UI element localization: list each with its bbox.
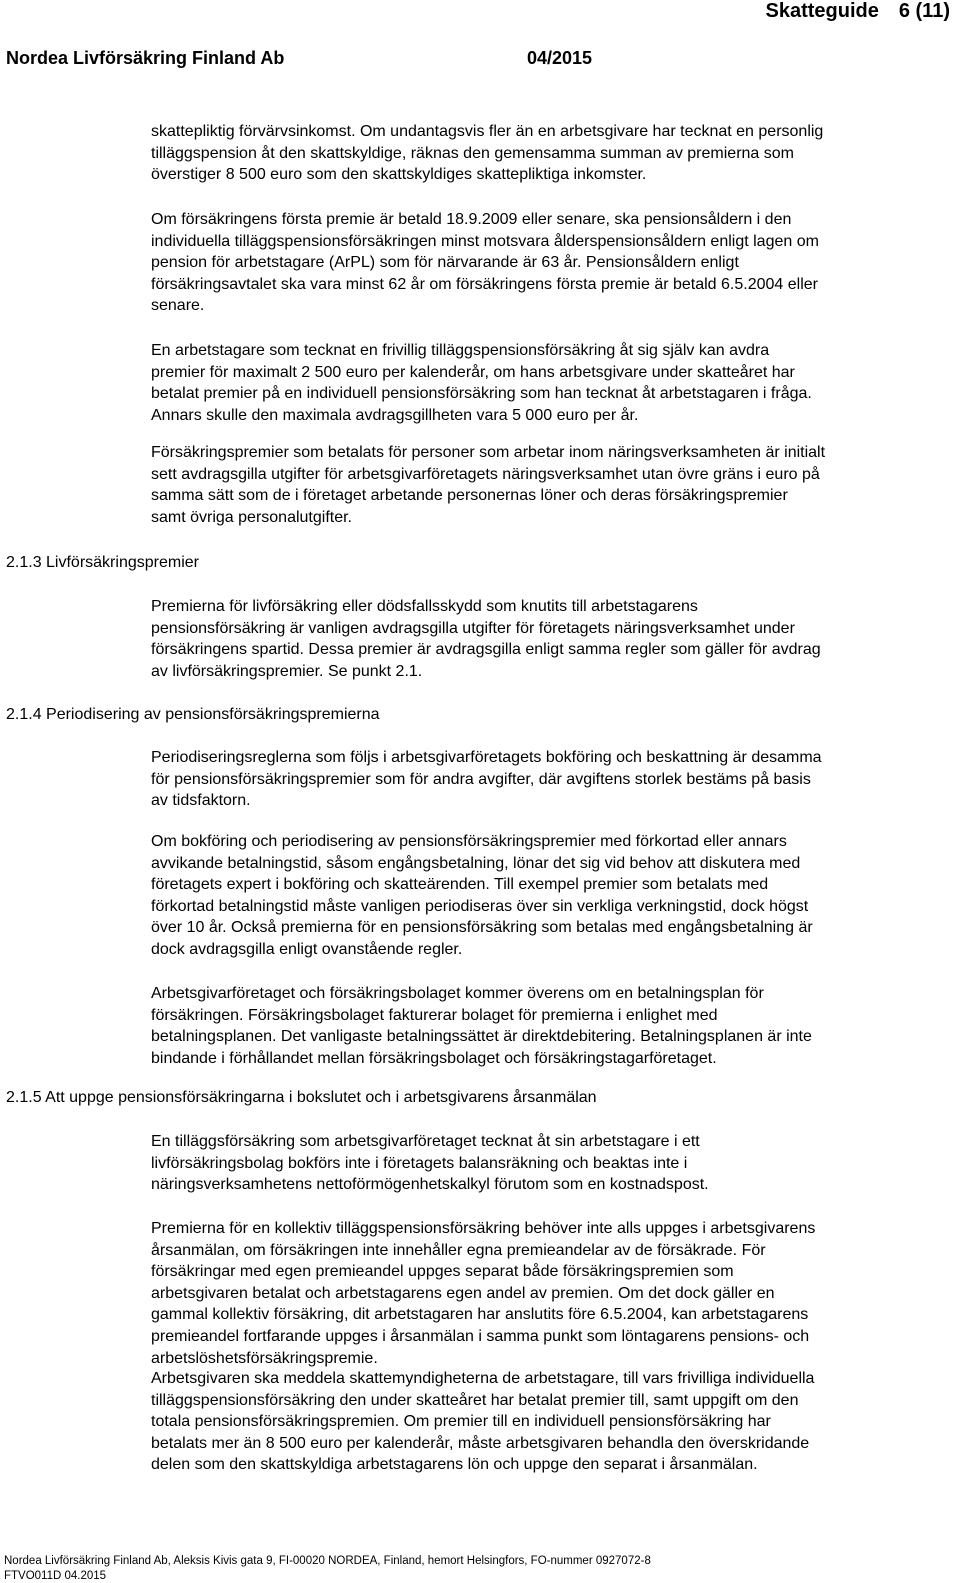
header-date: 04/2015 bbox=[527, 48, 593, 68]
paragraph-pension-age: Om försäkringens första premie är betald 18.9.2009 eller senare, ska pensionsåldern i den individuella tilläggspensionsförsäkringen minst motsvara ålderspensionsåldern enligt lagen om pension för arbetstagare (ArPL) som för närvarande är 63 år. Pensionsåldern enligt försäkringsavtalet ska vara minst 62 år om försäkringens första premie är betald 6.5.2004 eller senare. bbox=[151, 211, 819, 315]
paragraph-payment-plan: Arbetsgivarföretaget och försäkringsbolaget kommer överens om en betalningsplan för försäkringen. Försäkringsbolaget fakturerar bolaget för premierna i enlighet med betalningsplanen. Det vanligaste betalningssättet är direktdebitering. Betalningsplanen är inte bindande i förhållandet mellan försäkringsbolaget och försäkringstagarföretaget. bbox=[151, 985, 812, 1067]
page-number: 6 (11) bbox=[898, 0, 950, 22]
footer-code: FTVO011D 04.2015 bbox=[4, 1570, 107, 1582]
paragraph-bookkeeping: Om bokföring och periodisering av pensionsförsäkringspremier med förkortad eller annars avvikande betalningstid, såsom engångsbetalning, lönar det sig vid behov att diskutera med företagets expert i bokföring och skatteärenden. Till exempel premier som betalats med förkortad betalningstid måste vanligen periodiseras över sin verkliga verkningstid, dock högst över 10 år. Också premierna för en pensionsförsäkring som betalas med engångsbetalning är dock avdragsgilla enligt ovanstående regler. bbox=[151, 833, 813, 958]
heading-2-1-4: 2.1.4 Periodisering av pensionsförsäkringspremierna bbox=[6, 706, 380, 723]
heading-2-1-3: 2.1.3 Livförsäkringspremier bbox=[6, 554, 199, 571]
paragraph-business-premiums: Försäkringspremier som betalats för personer som arbetar inom näringsverksamheten är initialt sett avdragsgilla utgifter för arbetsgivarföretagets näringsverksamhet utan övre gräns i euro på samma sätt som de i företaget arbetande personernas löner och deras försäkringspremier samt övriga personalutgifter. bbox=[151, 444, 826, 526]
document-title: Skatteguide bbox=[765, 0, 879, 22]
paragraph-employee-deduction: En arbetstagare som tecknat en frivillig tilläggspensionsförsäkring åt sig själv kan avdra premier för maximalt 2 500 euro per kalenderår, om hans arbetsgivare under skatteåret har betalat premier på en individuell pensionsförsäkring som han tecknat åt arbetstagaren i fråga. Annars skulle den maximala avdragsgillheten vara 5 000 euro per år. bbox=[151, 342, 812, 424]
paragraph-taxable-income: skattepliktig förvärvsinkomst. Om undantagsvis fler än en arbetsgivare har tecknat en personlig tilläggspension åt den skattskyldige, räknas den gemensamma summan av premierna som överstiger 8 500 euro som den skattskyldiges skattepliktiga inkomster. bbox=[151, 123, 824, 184]
heading-2-1-5: 2.1.5 Att uppge pensionsförsäkringarna i bokslutet och i arbetsgivarens årsanmälan bbox=[6, 1089, 597, 1106]
header-title-group bbox=[745, 0, 950, 23]
footer-address: Nordea Livförsäkring Finland Ab, Aleksis Kivis gata 9, FI-00020 NORDEA, Finland, hemort Helsingfors, FO-nummer 0927072-8 bbox=[4, 1555, 651, 1567]
paragraph-supplementary-insurance: En tilläggsförsäkring som arbetsgivarföretaget tecknat åt sin arbetstagare i ett livförsäkringsbolag bokförs inte i företagets balansräkning och beaktas inte i näringsverksamhetens nettoförmögenhetskalkyl förutom som en kostnadspost. bbox=[151, 1133, 709, 1194]
paragraph-employer-report: Arbetsgivaren ska meddela skattemyndigheterna de arbetstagare, till vars frivilliga individuella tilläggspensionsförsäkring den under skatteåret har betalat premier till, samt uppgift om den totala pensionsförsäkringspremien. Om premier till en individuell pensionsförsäkring har betalats mer än 8 500 euro per kalenderår, måste arbetsgivaren behandla den överskridande delen som den skattskyldiga arbetstagarens lön och uppge den separat i årsanmälan. bbox=[151, 1370, 815, 1474]
header-company: Nordea Livförsäkring Finland Ab bbox=[6, 48, 285, 68]
paragraph-periodisation-rules: Periodiseringsreglerna som följs i arbetsgivarföretagets bokföring och beskattning är desamma för pensionsförsäkringspremier som för andra avgifter, där avgiftens storlek bestäms på basis av tidsfaktorn. bbox=[151, 749, 822, 810]
paragraph-collective-insurance: Premierna för en kollektiv tilläggspensionsförsäkring behöver inte alls uppges i arbetsgivarens årsanmälan, om försäkringen inte innehåller egna premieandelar av de försäkrade. För försäkringar med egen premieandel uppges separat både försäkringspremien som arbetsgivaren betalat och arbetstagarens egen andel av premien. Om det dock gäller en gammal kollektiv försäkring, dit arbetstagaren har anslutits före 6.5.2004, kan arbetstagarens premieandel fortfarande uppges i årsanmälan i samma punkt som löntagarens pensions- och arbetslöshetsförsäkringspremie. bbox=[151, 1220, 816, 1367]
paragraph-life-insurance-premiums: Premierna för livförsäkring eller dödsfallsskydd som knutits till arbetstagarens pensionsförsäkring är vanligen avdragsgilla utgifter för företagets näringsverksamhet under försäkringens spartid. Dessa premier är avdragsgilla enligt samma regler som gäller för avdrag av livförsäkringspremier. Se punkt 2.1. bbox=[151, 598, 821, 680]
